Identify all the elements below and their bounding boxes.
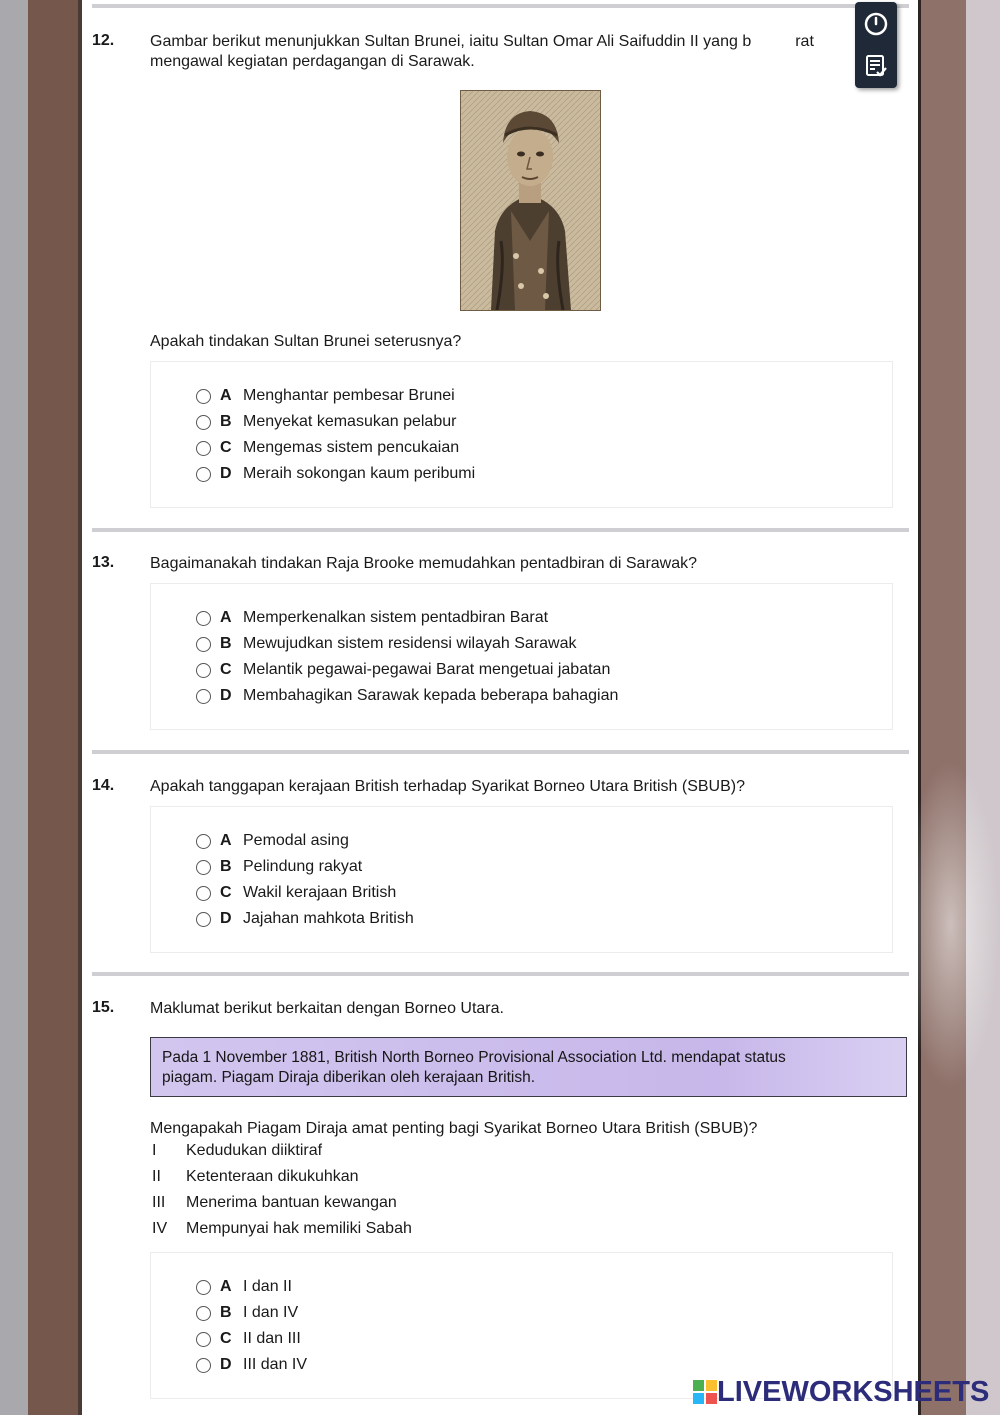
- checklist-button[interactable]: [861, 51, 891, 81]
- q13-text: Bagaimanakah tindakan Raja Brooke memudahkan pentadbiran di Sarawak?: [150, 555, 698, 572]
- q13-option-a[interactable]: [196, 608, 548, 628]
- option-letter: C: [220, 661, 232, 678]
- option-text: I dan IV: [243, 1304, 299, 1321]
- checklist-icon: [863, 53, 889, 79]
- q13-option-b[interactable]: [196, 634, 576, 654]
- statement-text: Kedudukan diiktiraf: [186, 1142, 323, 1159]
- radio-button[interactable]: [196, 1280, 211, 1295]
- question-separator: [92, 528, 909, 532]
- option-text: Wakil kerajaan British: [243, 884, 397, 901]
- radio-button[interactable]: [196, 1358, 211, 1373]
- statement-text: Mempunyai hak memiliki Sabah: [186, 1220, 412, 1237]
- option-letter: D: [220, 687, 232, 704]
- sultan-portrait-image: [460, 90, 601, 311]
- info-line-2: piagam. Piagam Diraja diberikan oleh kerajaan British.: [162, 1069, 536, 1086]
- timer-icon: [863, 11, 889, 37]
- question-separator: [92, 4, 909, 8]
- radio-button[interactable]: [196, 415, 211, 430]
- timer-button[interactable]: [861, 9, 891, 39]
- q13-number: 13.: [92, 554, 115, 571]
- option-text: Jajahan mahkota British: [243, 910, 414, 927]
- q15-number: 15.: [92, 999, 115, 1016]
- radio-button[interactable]: [196, 611, 211, 626]
- q14-option-b[interactable]: [196, 857, 362, 877]
- light-glare: [918, 760, 1000, 1090]
- q13-options-box: [150, 583, 893, 730]
- q15-option-d[interactable]: [196, 1355, 307, 1375]
- q12-option-a[interactable]: [196, 386, 455, 406]
- liveworksheets-mark-icon: [693, 1380, 717, 1404]
- question-separator: [92, 972, 909, 976]
- statement-text: Ketenteraan dikukuhkan: [186, 1168, 359, 1185]
- option-letter: A: [220, 1278, 232, 1295]
- q14-options-box: [150, 806, 893, 953]
- option-text: Memperkenalkan sistem pentadbiran Barat: [243, 609, 549, 626]
- statement-number: II: [152, 1168, 161, 1185]
- option-letter: C: [220, 439, 232, 456]
- q15-text: Maklumat berikut berkaitan dengan Borneo Utara.: [150, 1000, 504, 1017]
- option-letter: C: [220, 1330, 232, 1347]
- statement-i: [152, 1142, 322, 1160]
- option-letter: D: [220, 910, 232, 927]
- option-letter: B: [220, 858, 232, 875]
- info-line-1: Pada 1 November 1881, British North Borneo Provisional Association Ltd. mendapat status: [162, 1049, 786, 1066]
- q14-option-d[interactable]: [196, 909, 414, 929]
- statement-number: IV: [152, 1220, 168, 1237]
- left-frame-border: [0, 0, 82, 1415]
- option-text: Membahagikan Sarawak kepada beberapa bahagian: [243, 687, 619, 704]
- q15-question: Mengapakah Piagam Diraja amat penting bagi Syarikat Borneo Utara British (SBUB)?: [150, 1120, 758, 1137]
- option-letter: B: [220, 413, 232, 430]
- q12-text-line1: Gambar berikut menunjukkan Sultan Brunei, iaitu Sultan Omar Ali Saifuddin II yang b rat: [150, 33, 814, 50]
- option-letter: D: [220, 465, 232, 482]
- brand-name: LIVEWORKSHEETS: [717, 1375, 990, 1408]
- statement-ii: [152, 1168, 359, 1186]
- q14-option-c[interactable]: [196, 883, 396, 903]
- q14-option-a[interactable]: [196, 831, 349, 851]
- radio-button[interactable]: [196, 1332, 211, 1347]
- option-text: Mengemas sistem pencukaian: [243, 439, 460, 456]
- q12-option-b[interactable]: [196, 412, 456, 432]
- radio-button[interactable]: [196, 663, 211, 678]
- radio-button[interactable]: [196, 912, 211, 927]
- q15-info-box: [150, 1037, 907, 1097]
- statement-text: Menerima bantuan kewangan: [186, 1194, 397, 1211]
- option-letter: A: [220, 609, 232, 626]
- radio-button[interactable]: [196, 467, 211, 482]
- option-text: Melantik pegawai-pegawai Barat mengetuai jabatan: [243, 661, 611, 678]
- q12-number: 12.: [92, 32, 115, 49]
- q14-number: 14.: [92, 777, 115, 794]
- q12-option-c[interactable]: [196, 438, 459, 458]
- radio-button[interactable]: [196, 860, 211, 875]
- option-text: III dan IV: [243, 1356, 308, 1373]
- option-text: Menyekat kemasukan pelabur: [243, 413, 457, 430]
- option-text: Pemodal asing: [243, 832, 349, 849]
- q13-option-d[interactable]: [196, 686, 618, 706]
- q15-option-c[interactable]: [196, 1329, 301, 1349]
- option-text: Meraih sokongan kaum peribumi: [243, 465, 476, 482]
- option-text: I dan II: [243, 1278, 292, 1295]
- q12-options-box: [150, 361, 893, 508]
- q13-option-c[interactable]: [196, 660, 610, 680]
- q12-text: [150, 32, 814, 72]
- option-text: Menghantar pembesar Brunei: [243, 387, 455, 404]
- radio-button[interactable]: [196, 1306, 211, 1321]
- radio-button[interactable]: [196, 637, 211, 652]
- option-letter: A: [220, 832, 232, 849]
- statement-iv: [152, 1220, 412, 1238]
- q15-option-b[interactable]: [196, 1303, 298, 1323]
- statement-number: I: [152, 1142, 157, 1159]
- statement-iii: [152, 1194, 397, 1212]
- radio-button[interactable]: [196, 389, 211, 404]
- question-separator: [92, 750, 909, 754]
- radio-button[interactable]: [196, 689, 211, 704]
- q15-option-a[interactable]: [196, 1277, 292, 1297]
- option-letter: A: [220, 387, 232, 404]
- option-text: Mewujudkan sistem residensi wilayah Sarawak: [243, 635, 577, 652]
- liveworksheets-logo: [693, 1376, 989, 1408]
- radio-button[interactable]: [196, 834, 211, 849]
- option-text: II dan III: [243, 1330, 301, 1347]
- worksheet-page: [82, 0, 918, 1415]
- q12-question: Apakah tindakan Sultan Brunei seterusnya?: [150, 333, 462, 350]
- option-letter: C: [220, 884, 232, 901]
- q14-text: Apakah tanggapan kerajaan British terhadap Syarikat Borneo Utara British (SBUB)?: [150, 778, 745, 795]
- radio-button[interactable]: [196, 886, 211, 901]
- statement-number: III: [152, 1194, 166, 1211]
- option-letter: D: [220, 1356, 232, 1373]
- option-letter: B: [220, 1304, 232, 1321]
- option-letter: B: [220, 635, 232, 652]
- right-frame-border: [918, 0, 1000, 1415]
- radio-button[interactable]: [196, 441, 211, 456]
- q12-option-d[interactable]: [196, 464, 475, 484]
- q12-text-line2: mengawal kegiatan perdagangan di Sarawak.: [150, 53, 475, 70]
- option-text: Pelindung rakyat: [243, 858, 363, 875]
- floating-toolbar: [855, 2, 897, 88]
- portrait-drawing: [461, 91, 600, 310]
